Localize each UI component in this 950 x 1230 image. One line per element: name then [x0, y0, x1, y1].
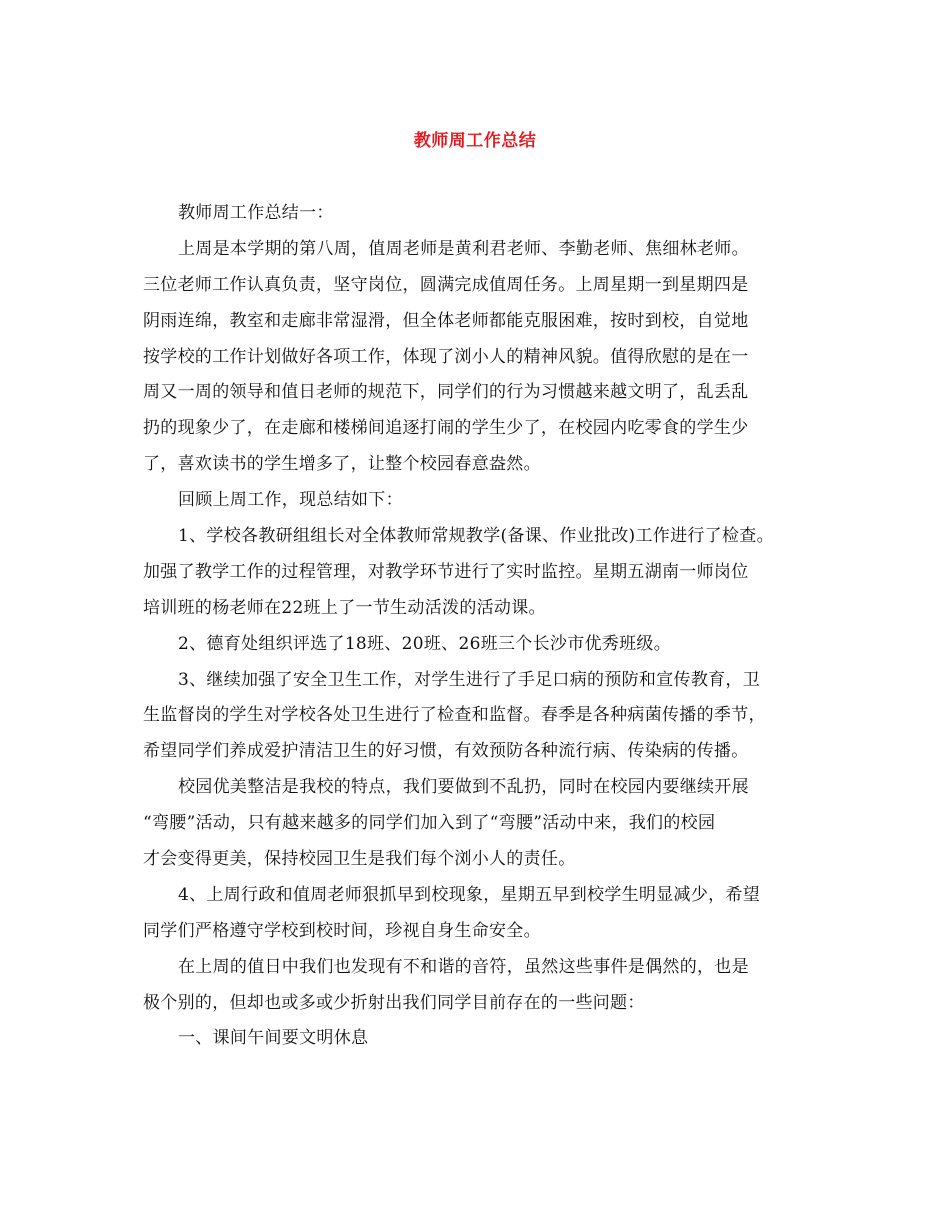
text-line: 三位老师工作认真负责，坚守岗位，圆满完成值周任务。上周星期一到星期四是 [143, 274, 749, 295]
text-line: 4、上周行政和值周老师狠抓早到校现象，星期五早到校学生明显减少，希望 [178, 884, 761, 905]
text-line: 回顾上周工作，现总结如下： [178, 490, 403, 511]
text-line: 培训班的杨老师在22班上了一节生动活泼的活动课。 [143, 597, 546, 618]
text-line: 上周是本学期的第八周，值周老师是黄利君老师、李勤老师、焦细林老师。 [178, 238, 749, 259]
text-line: 扔的现象少了，在走廊和楼梯间追逐打闹的学生少了，在校园内吃零食的学生少 [143, 418, 749, 439]
text-line: 2、德育处组织评选了18班、20班、26班三个长沙市优秀班级。 [178, 633, 672, 654]
text-line: 加强了教学工作的过程管理，对教学环节进行了实时监控。星期五湖南一师岗位 [143, 561, 749, 582]
text-line: 一、课间午间要文明休息 [178, 1028, 369, 1049]
document-body [143, 196, 833, 1057]
text-line: 希望同学们养成爱护清洁卫生的好习惯，有效预防各种流行病、传染病的传播。 [143, 741, 749, 762]
text-line: “弯腰”活动，只有越来越多的同学们加入到了“弯腰”活动中来，我们的校园 [143, 813, 716, 834]
text-line: 周又一周的领导和值日老师的规范下，同学们的行为习惯越来越文明了，乱丢乱 [143, 382, 749, 403]
text-line: 阴雨连绵，教室和走廊非常湿滑，但全体老师都能克服困难，按时到校，自觉地 [143, 310, 749, 331]
text-line: 在上周的值日中我们也发现有不和谐的音符，虽然这些事件是偶然的，也是 [178, 956, 749, 977]
text-line: 生监督岗的学生对学校各处卫生进行了检查和监督。春季是各种病菌传播的季节， [143, 705, 766, 726]
text-line: 1、学校各教研组组长对全体教师常规教学(备课、作业批改)工作进行了检查。 [178, 526, 774, 547]
text-line: 按学校的工作计划做好各项工作，体现了浏小人的精神风貌。值得欣慰的是在一 [143, 346, 749, 367]
text-line: 校园优美整洁是我校的特点，我们要做到不乱扔，同时在校园内要继续开展 [178, 777, 749, 798]
text-line: 教师周工作总结一： [178, 203, 334, 223]
text-line: 了，喜欢读书的学生增多了，让整个校园春意盎然。 [143, 454, 541, 475]
document-title: 教师周工作总结 [413, 131, 537, 151]
text-line: 3、继续加强了安全卫生工作，对学生进行了手足口病的预防和宣传教育，卫 [178, 669, 761, 690]
text-line: 极个别的，但却也或多或少折射出我们同学目前存在的一些问题： [143, 992, 645, 1013]
text-line: 同学们严格遵守学校到校时间，珍视自身生命安全。 [143, 920, 541, 941]
text-line: 才会变得更美，保持校园卫生是我们每个浏小人的责任。 [143, 849, 576, 870]
